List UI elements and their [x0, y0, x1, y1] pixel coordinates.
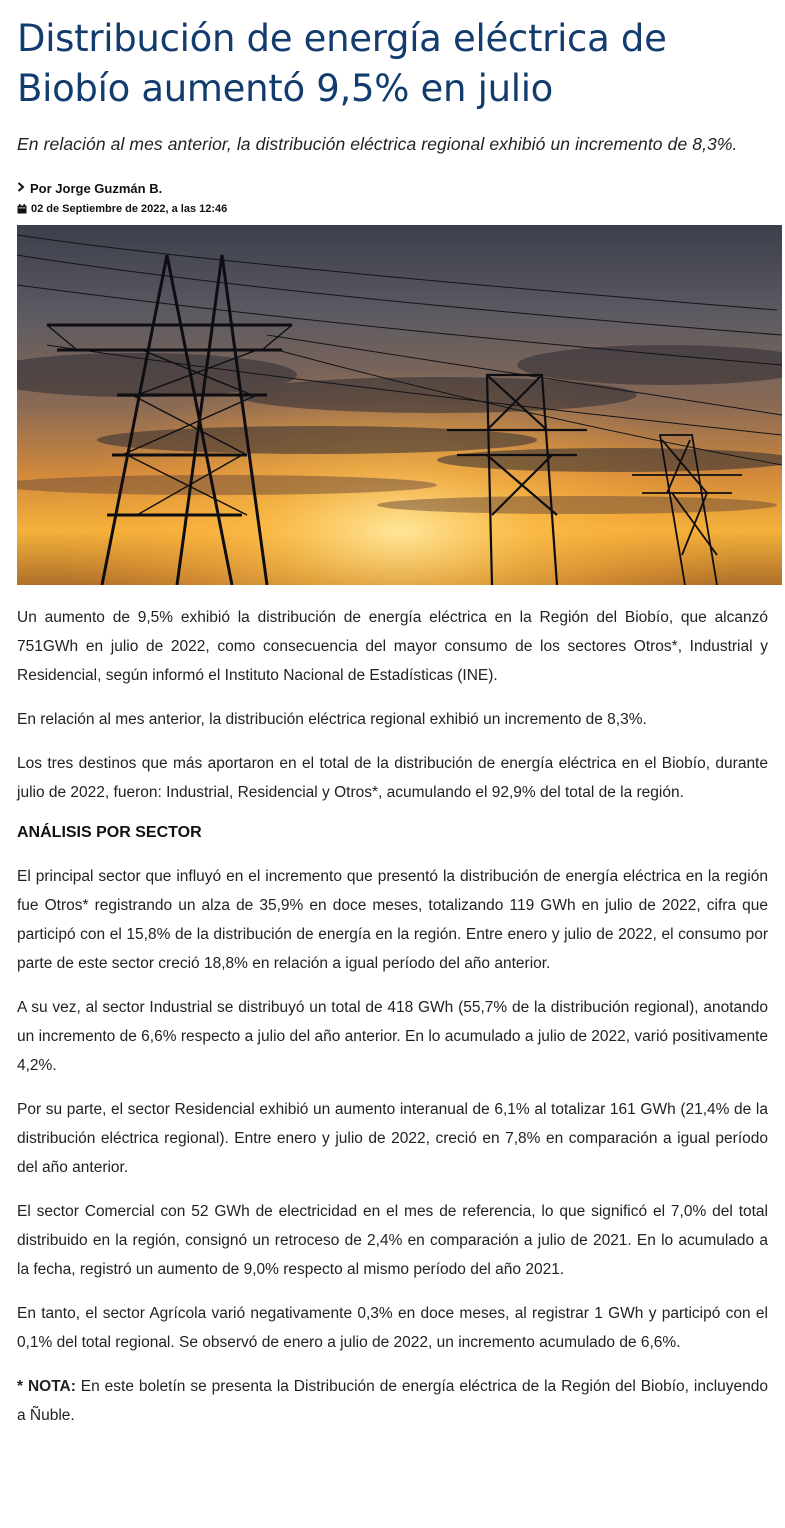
section-heading: ANÁLISIS POR SECTOR [17, 824, 202, 841]
calendar-icon [17, 204, 27, 214]
article-subtitle: En relación al mes anterior, la distribución eléctrica regional exhibió un incremento de 8,3%. [17, 134, 738, 154]
author-name: Por Jorge Guzmán B. [30, 180, 163, 196]
note-label: * NOTA: [17, 1378, 76, 1395]
article-title: Distribución de energía eléctrica de Biobío aumentó 9,5% en julio [17, 17, 667, 110]
body-paragraph: En tanto, el sector Agrícola varió negativamente 0,3% en doce meses, al registrar 1 GWh y participó con el 0,1% del total regional. Se observó de enero a julio de 2022, un incremento acumulado de 6,6%. [17, 1305, 768, 1351]
chevron-right-icon [17, 180, 25, 196]
body-paragraph: Un aumento de 9,5% exhibió la distribución de energía eléctrica en la Región del Biobío, que alcanzó 751GWh en julio de 2022, como consecuencia del mayor consumo de los sectores Otros*, Industrial y Residencial, según informó el Instituto Nacional de Estadísticas (INE). [17, 609, 768, 684]
body-paragraph: En relación al mes anterior, la distribución eléctrica regional exhibió un incremento de 8,3%. [17, 711, 647, 728]
note-paragraph [17, 1372, 768, 1430]
body-paragraph: El principal sector que influyó en el incremento que presentó la distribución de energía eléctrica en la región fue Otros* registrando un alza de 35,9% en doce meses, totalizando 119 GWh en julio de 2022, cifra que participó con el 15,8% de la distribución de energía en la región. Entre enero y julio de 2022, el consumo por parte de este sector creció 18,8% en relación a igual período del año anterior. [17, 868, 768, 972]
publish-date-text: 02 de Septiembre de 2022, a las 12:46 [31, 202, 228, 215]
publish-date [17, 202, 768, 215]
article-body [17, 603, 768, 1430]
body-paragraph: Por su parte, el sector Residencial exhibió un aumento interanual de 6,1% al totalizar 161 GWh (21,4% de la distribución eléctrica regional). Entre enero y julio de 2022, creció en 7,8% en comparación a igual período del año anterior. [17, 1101, 768, 1176]
author-byline [17, 180, 768, 196]
body-paragraph: A su vez, al sector Industrial se distribuyó un total de 418 GWh (55,7% de la distribución regional), anotando un incremento de 6,6% respecto a julio del año anterior. En lo acumulado a julio de 2022, varió positivamente 4,2%. [17, 999, 768, 1074]
body-paragraph: Los tres destinos que más aportaron en el total de la distribución de energía eléctrica en el Biobío, durante julio de 2022, fueron: Industrial, Residencial y Otros*, acumulando el 92,9% del total de la región. [17, 755, 768, 801]
note-text: En este boletín se presenta la Distribución de energía eléctrica de la Región del Biobío, incluyendo a Ñuble. [17, 1378, 768, 1424]
power-lines-sunset-photo [17, 225, 782, 585]
body-paragraph: El sector Comercial con 52 GWh de electricidad en el mes de referencia, lo que significó el 7,0% del total distribuido en la región, consignó un retroceso de 2,4% en comparación a julio de 2021. En lo acumulado a la fecha, registró un aumento de 9,0% respecto al mismo período del año 2021. [17, 1203, 768, 1278]
